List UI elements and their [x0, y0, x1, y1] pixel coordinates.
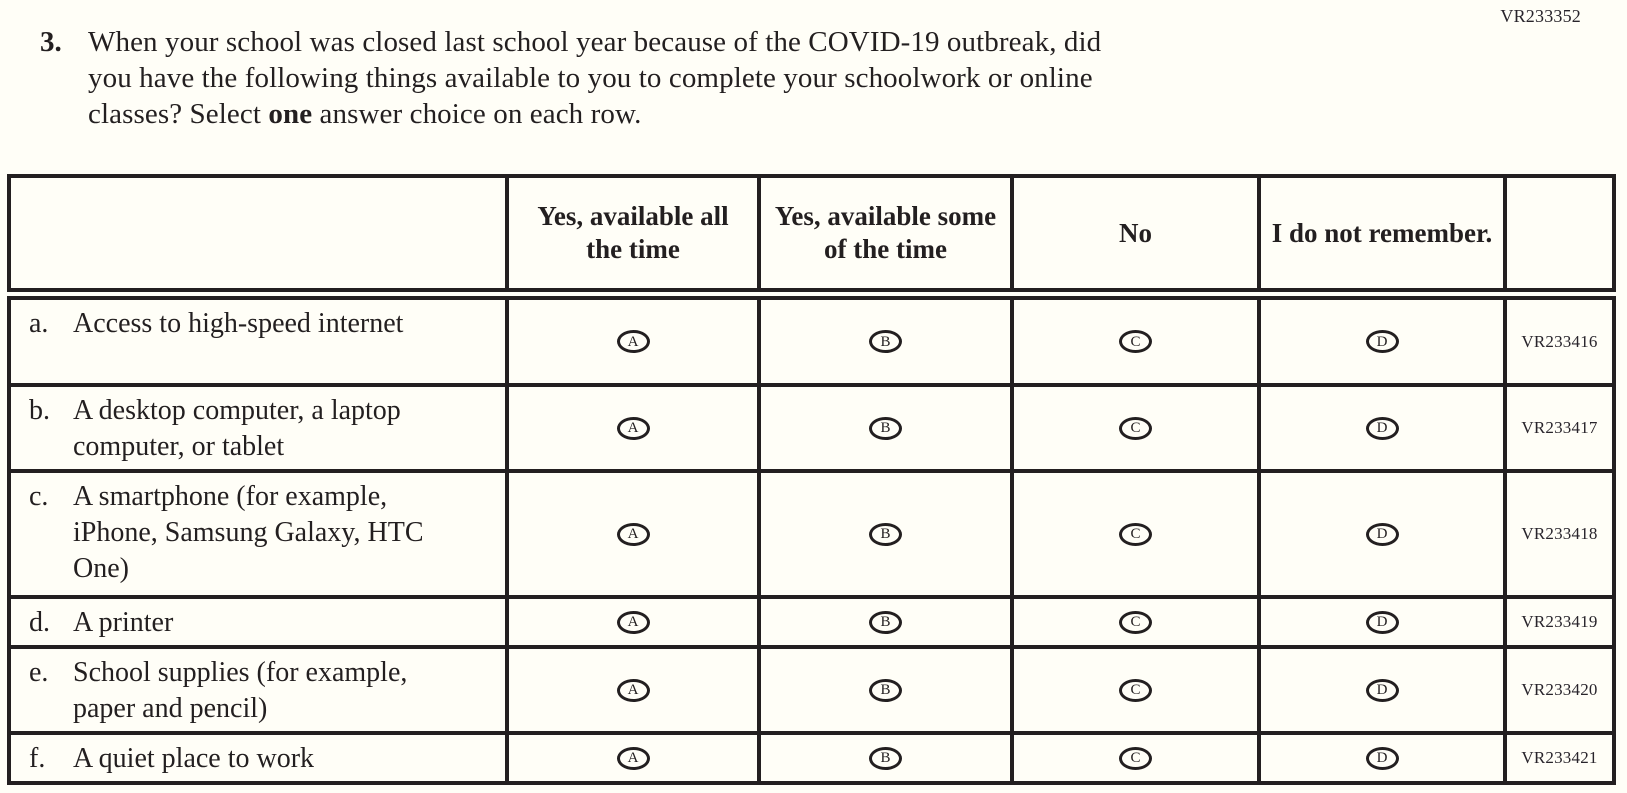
option-cell: [1259, 385, 1505, 471]
availability-table: [7, 174, 1616, 785]
option-cell: [1012, 385, 1259, 471]
question-text-bold: one: [268, 98, 313, 130]
option-cell: [759, 647, 1012, 733]
column-header-4: I do not remember.: [1259, 176, 1505, 294]
option-cell: [759, 597, 1012, 647]
header-row: [9, 176, 1614, 294]
row-label-cell: [9, 647, 507, 733]
option-cell: [507, 471, 759, 597]
row-letter: e.: [29, 657, 49, 688]
option-bubble-d[interactable]: D: [1366, 679, 1399, 702]
option-cell: [1259, 597, 1505, 647]
option-cell: [507, 597, 759, 647]
option-bubble-b[interactable]: B: [869, 679, 902, 702]
row-label: School supplies (for example, paper and pencil): [73, 657, 408, 724]
option-cell: [759, 733, 1012, 783]
option-bubble-c[interactable]: C: [1119, 523, 1152, 546]
option-cell: [507, 294, 759, 385]
row-code: VR233418: [1505, 471, 1614, 597]
option-bubble-a[interactable]: A: [617, 747, 650, 770]
option-cell: [1259, 471, 1505, 597]
option-bubble-a[interactable]: A: [617, 330, 650, 353]
question-text: [88, 24, 1143, 132]
option-bubble-b[interactable]: B: [869, 330, 902, 353]
column-header-3: No: [1012, 176, 1259, 294]
row-code: VR233420: [1505, 647, 1614, 733]
row-letter: f.: [29, 743, 46, 774]
table-row: [9, 647, 1614, 733]
option-bubble-a[interactable]: A: [617, 417, 650, 440]
option-cell: [1012, 294, 1259, 385]
table-body: [9, 294, 1614, 783]
row-letter: a.: [29, 308, 49, 339]
table-row: [9, 471, 1614, 597]
option-cell: [759, 385, 1012, 471]
option-cell: [1012, 471, 1259, 597]
option-bubble-a[interactable]: A: [617, 611, 650, 634]
option-cell: [507, 385, 759, 471]
option-bubble-d[interactable]: D: [1366, 417, 1399, 440]
row-label-cell: [9, 471, 507, 597]
option-bubble-b[interactable]: B: [869, 417, 902, 440]
column-header-0: [9, 176, 507, 294]
option-bubble-d[interactable]: D: [1366, 330, 1399, 353]
row-label: A desktop computer, a laptop computer, or tablet: [73, 395, 401, 462]
option-bubble-c[interactable]: C: [1119, 611, 1152, 634]
option-cell: [1259, 294, 1505, 385]
column-header-2: Yes, available some of the time: [759, 176, 1012, 294]
option-bubble-a[interactable]: A: [617, 679, 650, 702]
row-code: VR233421: [1505, 733, 1614, 783]
option-bubble-d[interactable]: D: [1366, 747, 1399, 770]
row-label: A quiet place to work: [73, 743, 315, 774]
option-cell: [1012, 647, 1259, 733]
option-bubble-c[interactable]: C: [1119, 679, 1152, 702]
option-cell: [507, 733, 759, 783]
option-cell: [759, 471, 1012, 597]
option-cell: [759, 294, 1012, 385]
option-cell: [1259, 733, 1505, 783]
option-bubble-b[interactable]: B: [869, 611, 902, 634]
option-cell: [1012, 597, 1259, 647]
table-row: [9, 733, 1614, 783]
row-label-cell: [9, 733, 507, 783]
page-code: VR233352: [1500, 6, 1581, 26]
option-cell: [1012, 733, 1259, 783]
row-label: A smartphone (for example, iPhone, Samsung Galaxy, HTC One): [73, 481, 424, 584]
row-letter: c.: [29, 481, 49, 512]
table-row: [9, 597, 1614, 647]
table-row: [9, 294, 1614, 385]
table-header: [9, 176, 1614, 294]
column-header-1: Yes, available all the time: [507, 176, 759, 294]
table-row: [9, 385, 1614, 471]
option-bubble-c[interactable]: C: [1119, 417, 1152, 440]
option-cell: [1259, 647, 1505, 733]
row-code: VR233419: [1505, 597, 1614, 647]
row-code: VR233417: [1505, 385, 1614, 471]
row-label-cell: [9, 294, 507, 385]
option-bubble-a[interactable]: A: [617, 523, 650, 546]
question-text-end: answer choice on each row.: [312, 98, 642, 130]
option-bubble-c[interactable]: C: [1119, 747, 1152, 770]
question-text-start: When your school was closed last school year because of the COVID-19 outbreak, did you have the following things available to you to complete your schoolwork or online classes? Select: [88, 26, 1102, 130]
option-bubble-b[interactable]: B: [869, 747, 902, 770]
option-bubble-d[interactable]: D: [1366, 611, 1399, 634]
option-bubble-b[interactable]: B: [869, 523, 902, 546]
question-number: 3.: [40, 26, 62, 58]
row-label-cell: [9, 385, 507, 471]
row-letter: d.: [29, 607, 50, 638]
option-bubble-d[interactable]: D: [1366, 523, 1399, 546]
row-label: A printer: [73, 607, 174, 638]
row-code: VR233416: [1505, 294, 1614, 385]
option-bubble-c[interactable]: C: [1119, 330, 1152, 353]
column-header-5: [1505, 176, 1614, 294]
row-label: Access to high-speed internet: [73, 308, 404, 339]
option-cell: [507, 647, 759, 733]
row-letter: b.: [29, 395, 50, 426]
question: [40, 24, 1143, 132]
row-label-cell: [9, 597, 507, 647]
